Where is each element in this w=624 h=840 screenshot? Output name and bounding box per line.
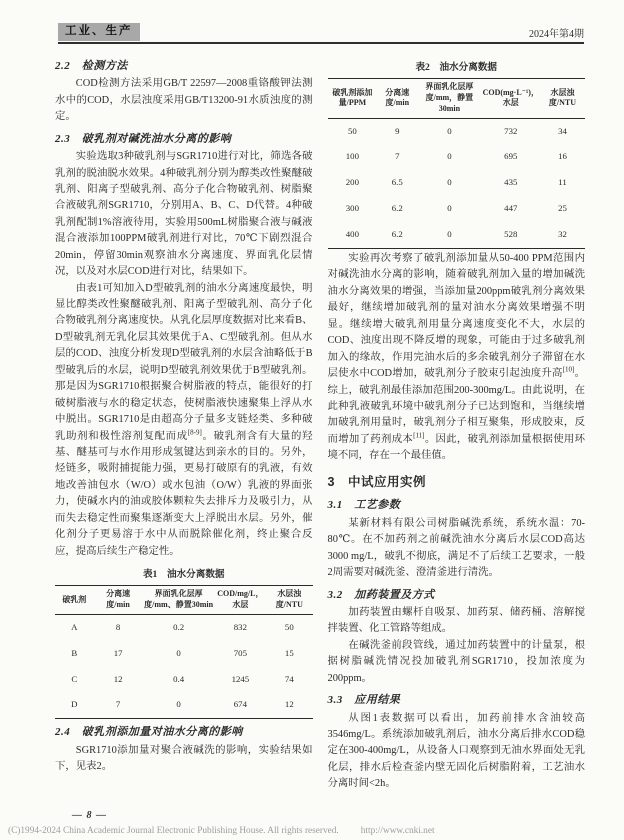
table-cell: 100 bbox=[345, 151, 359, 162]
heading-3-1: 3.1 工艺参数 bbox=[327, 499, 401, 512]
table-cell: 7 bbox=[395, 151, 400, 162]
table2-header-cod: COD(mg·L⁻¹)，水层 bbox=[482, 79, 540, 118]
table2-caption: 表2 油水分离数据 bbox=[415, 62, 498, 73]
table-cell: 25 bbox=[558, 203, 567, 214]
table-cell: 400 bbox=[345, 229, 359, 240]
issue-label: 2024年第4期 bbox=[529, 29, 584, 40]
paragraph-dosage-analysis bbox=[328, 251, 586, 465]
table-cell: 16 bbox=[558, 151, 567, 162]
table-cell: 200 bbox=[345, 177, 359, 188]
table-cell: 674 bbox=[233, 699, 247, 710]
table2-row bbox=[328, 118, 586, 144]
table-cell: 528 bbox=[504, 229, 518, 240]
paragraph-application-result: 从图1表数据可以看出，加药前排水含油较高3546mg/L。系统添加破乳剂后，油水分离后排水COD稳定在300-400mg/L，从设备人口观察到无油水界面处无乳化层，排水后检查釜内壁无固化后树脂附着，工艺油水分离时间<2h。 bbox=[327, 712, 585, 790]
citation-ref-8-9: [8-9] bbox=[187, 428, 202, 437]
table1-header-demulsifier: 破乳剂 bbox=[55, 586, 94, 615]
paragraph-segment: 由表1可知加入D型破乳剂的油水分离速度最快，明显比醇类改性聚醚破乳剂、阳离子型破乳剂、高分子化合物破乳剂分离速度快。从乳化层厚度数据对比来看B、D型破乳剂无乳化层其效果优于A、C型破乳剂。但从水层的COD、浊度分析发现D型破乳剂的水层含油略低于B型破乳后的水层，说明D型破乳剂效果优于B型破乳剂。那是因为SGR1710根据聚合树脂液的特点，能很好的打破树脂液与水的稳定状态，使树脂液快速聚集上浮从水中脱出。SGR1710是由超高分子量多支链烃类、多种破乳助剂和极性溶剂复配而成 bbox=[55, 282, 313, 442]
paragraph-dosage-intro: SGR1710添加量对聚合液碱洗的影响，实验结果如下，见表2。 bbox=[55, 744, 313, 773]
heading-3-2: 3.2 加药装置及方式 bbox=[327, 588, 435, 601]
copyright-line bbox=[8, 826, 616, 836]
table-cell: C bbox=[71, 673, 78, 684]
table-cell: 9 bbox=[395, 125, 400, 136]
table-cell: 832 bbox=[233, 621, 247, 632]
table2-header-turbidity: 水层浊度/NTU bbox=[540, 79, 585, 118]
table-cell: 1245 bbox=[231, 673, 250, 684]
heading-3-3: 3.3 应用结果 bbox=[327, 694, 401, 707]
left-column bbox=[55, 53, 313, 793]
paragraph-dosing-method: 在碱洗釜前段管线，通过加药装置中的计量泵，根据树脂碱洗情况投加破乳剂SGR1710，投加浓度为200ppm。 bbox=[327, 639, 585, 684]
table-cell: 12 bbox=[113, 673, 123, 684]
heading-2-2: 2.2 检测方法 bbox=[55, 60, 128, 72]
table-cell: 15 bbox=[284, 647, 294, 658]
table-cell: 6.5 bbox=[391, 177, 403, 188]
table-cell: 300 bbox=[345, 203, 359, 214]
page-header bbox=[58, 23, 584, 44]
table1-header-separation-speed: 分离速度/min bbox=[94, 586, 143, 615]
table2-header-dosage: 破乳剂添加量/PPM bbox=[328, 79, 378, 118]
table-cell: 0 bbox=[447, 203, 452, 214]
citation-ref-11: [11] bbox=[413, 431, 425, 440]
table1-row bbox=[55, 614, 313, 640]
table2-row bbox=[328, 196, 586, 222]
table-cell: 0 bbox=[447, 151, 452, 162]
table-cell: 11 bbox=[558, 177, 567, 188]
table2-header-separation-speed: 分离速度/min bbox=[377, 79, 417, 118]
table-cell: 50 bbox=[347, 125, 357, 136]
table-cell: 50 bbox=[284, 621, 294, 632]
paragraph-table1-analysis bbox=[55, 281, 313, 560]
cnki-url: http://www.cnki.net bbox=[360, 826, 435, 836]
table2-row bbox=[328, 170, 586, 196]
paragraph-dosing-device: 加药装置由螺杆自吸泵、加药泵、储药桶、溶解搅拌装置、化工管路等组成。 bbox=[327, 606, 585, 635]
table-cell: 695 bbox=[504, 151, 518, 162]
table-cell: B bbox=[71, 647, 78, 658]
table-cell: 0 bbox=[447, 177, 452, 188]
table2-row bbox=[328, 222, 586, 248]
heading-3: 3 中试应用实例 bbox=[327, 474, 426, 489]
table-cell: 12 bbox=[284, 699, 294, 710]
table-cell: 74 bbox=[284, 673, 294, 684]
table1-row bbox=[55, 692, 313, 718]
table-cell: 34 bbox=[558, 125, 567, 136]
table1-header-turbidity: 水层浊度/NTU bbox=[266, 586, 312, 615]
copyright-text: (C)1994-2024 China Academic Journal Electronic Publishing House. All rights reserved. bbox=[8, 826, 339, 836]
table-cell: 705 bbox=[233, 647, 247, 658]
table-cell: 0 bbox=[447, 125, 452, 136]
paragraph-segment: 实验再次考察了破乳剂添加量从50-400 PPM范围内对碱洗油水分离的影响，随着破乳剂加入量的增加碱洗油水分离效果的增强，当添加量200ppm破乳剂分离效果最好，继续增加破乳剂的量对油水分离效果增强不明显。继续增大破乳剂用量分离速度变化不大，水层的COD、浊度出现不降反增的现象，可能由于过多破乳剂加入的缘故，作用完油水后的多余破乳剂分子滞留在水层使水中COD增加，破乳剂分子胶束引起浊度升高 bbox=[327, 253, 585, 380]
table-cell: 17 bbox=[113, 647, 123, 658]
paragraph-demulsifier-comparison: 实验选取3种破乳剂与SGR1710进行对比，筛选各破乳剂的脱油脱水效果。4种破乳剂分别为醇类改性聚醚破乳剂、阳离子型破乳剂、高分子化合物破乳剂、树脂聚合液破乳剂SGR1710，分别用A、B、C、D代替。4种破乳剂配制1%溶液待用，实验用500mL树脂聚合液与碱液混合液添加100PPM破乳剂进行对比，70℃下剧烈混合20min，停留30min观察油水分离速度、界面乳化层情况，以及对水层COD进行对比，结果如下。 bbox=[55, 151, 313, 278]
table-cell: 447 bbox=[504, 203, 518, 214]
table1 bbox=[55, 585, 313, 719]
table-cell: 32 bbox=[558, 229, 567, 240]
table-cell: 0 bbox=[447, 229, 452, 240]
page-number: — 8 — bbox=[72, 810, 107, 821]
table2-header-emulsion-layer: 界面乳化层厚度/mm，静置30min bbox=[417, 79, 481, 118]
table2-row bbox=[328, 144, 586, 170]
table-cell: D bbox=[71, 699, 78, 710]
paragraph-segment: 。综上，破乳剂最佳添加范围200-300mg/L。由此说明，在此种乳液破乳环境中破乳剂分子已达到饱和，当继续增加破乳剂用量时，破乳剂分子相互聚集，形成胶束，反而增加了药剂成本 bbox=[327, 368, 586, 445]
table-cell: 0 bbox=[176, 699, 181, 710]
table1-header-row bbox=[55, 586, 313, 615]
table1-caption: 表1 油水分离数据 bbox=[142, 569, 225, 580]
table-cell: 7 bbox=[115, 699, 121, 710]
table2 bbox=[328, 78, 586, 249]
table1-header-emulsion-layer: 界面乳化层厚度/mm、静置30min bbox=[143, 586, 215, 615]
table-cell: 732 bbox=[504, 125, 518, 136]
table-cell: 0 bbox=[176, 647, 181, 658]
article-body bbox=[55, 53, 585, 793]
table1-row bbox=[55, 641, 313, 667]
table-cell: 0.4 bbox=[173, 673, 185, 684]
table-cell: 6.2 bbox=[391, 229, 403, 240]
table2-header-row bbox=[328, 79, 586, 118]
paragraph-segment: 。因此，破乳剂添加量根据使用环境不同，存在一个最佳值。 bbox=[327, 433, 586, 462]
paragraph-segment: 。破乳剂含有大量的羟基、醚基可与水作用形成氢键达到亲水的目的。另外，烃链多，吸附捕捉能力强，更易打破原有的乳液，有效地改善油包水（W/O）或水包油（O/W）乳液的界面张力，使碱水内的油或胶体颗粒失去排斥力及吸引力，从而失去稳定性而聚集逐渐变大上浮脱出水层。另外，催化剂分子更易溶于水中从而脱除催化剂，终止聚合反应，提高后续生产稳定性。 bbox=[55, 430, 313, 557]
table-cell: 435 bbox=[504, 177, 518, 188]
table-cell: 0.2 bbox=[173, 621, 185, 632]
table-cell: 8 bbox=[115, 621, 121, 632]
table-cell: A bbox=[71, 621, 78, 632]
citation-ref-10: [10] bbox=[562, 365, 575, 374]
column-category-label: 工业、生产 bbox=[58, 23, 140, 41]
paragraph-detection-method: COD检测方法采用GB/T 22597—2008重铬酸钾法测水中的COD，水层浊度采用GB/T13200-91水质浊度的测定。 bbox=[55, 78, 313, 123]
table1-header-cod: COD/mg/L，水层 bbox=[215, 586, 267, 615]
right-column bbox=[328, 53, 586, 793]
table-cell: 6.2 bbox=[391, 203, 403, 214]
paragraph-process-parameters: 某新材料有限公司树脂碱洗系统，系统水温：70-80℃。在不加药剂之前碱洗油水分离后水层COD高达3000 mg/L，破乳不彻底，满足不了后续工艺要求，一般2周需要对碱洗釜、澄清釜进行清洗。 bbox=[327, 517, 585, 579]
heading-2-4: 2.4 破乳剂添加量对油水分离的影响 bbox=[55, 726, 243, 739]
table1-row bbox=[55, 667, 313, 693]
heading-2-3: 2.3 破乳剂对碱洗油水分离的影响 bbox=[55, 132, 232, 145]
